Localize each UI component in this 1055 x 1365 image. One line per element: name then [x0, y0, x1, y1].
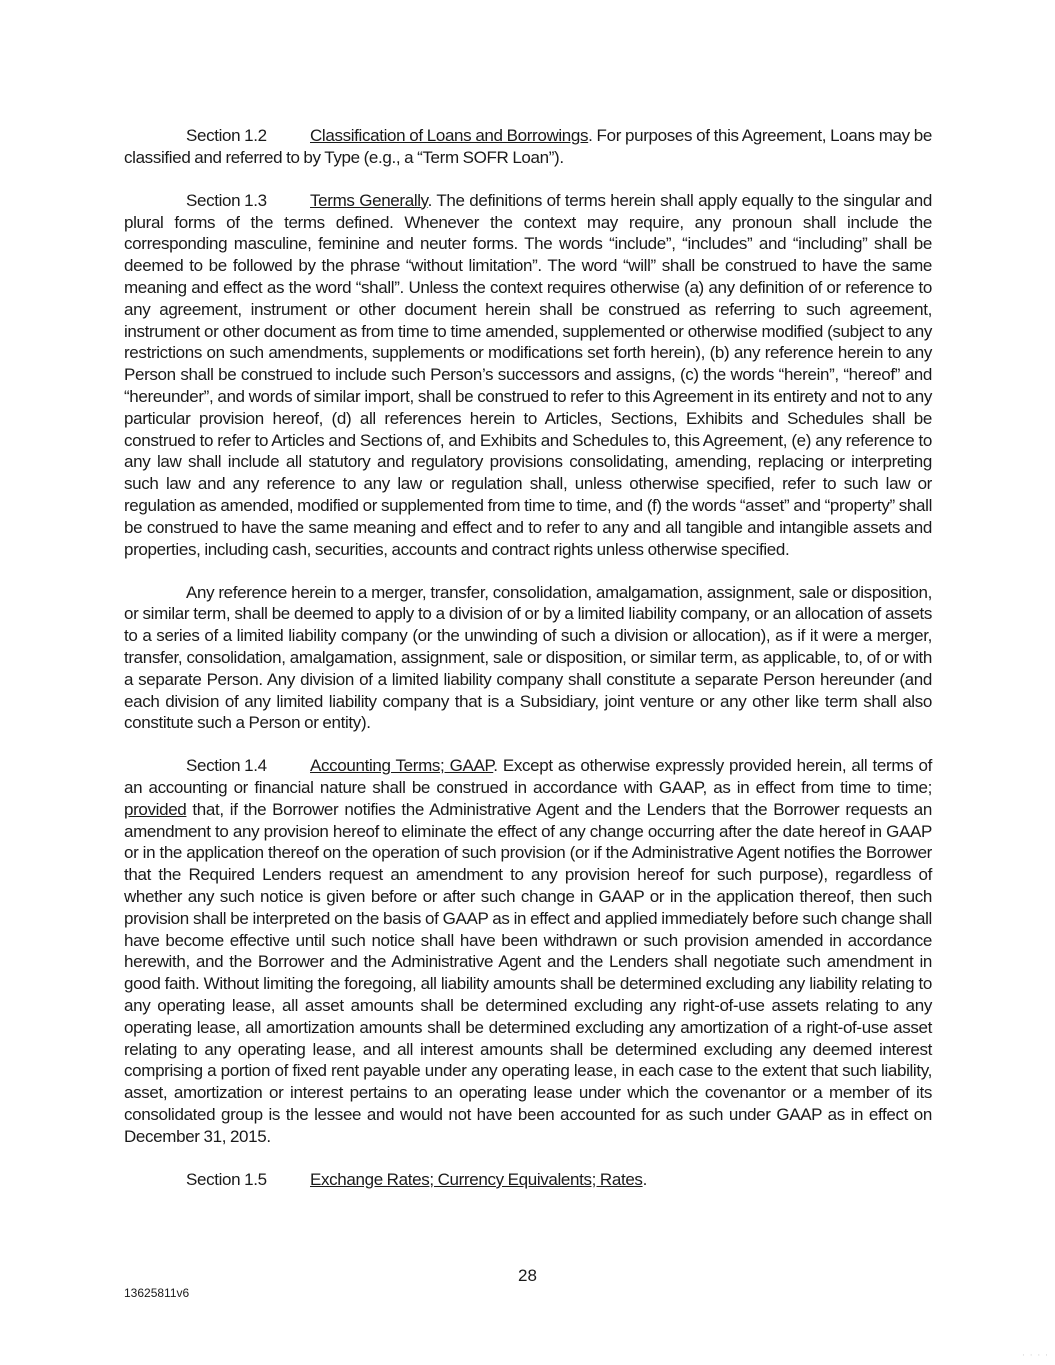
- section-1-2-paragraph: [124, 125, 932, 169]
- division-paragraph: Any reference herein to a merger, transfer, consolidation, amalgamation, assignment, sale or disposition, or similar term, shall be deemed to apply to a division of or by a limited liability company, or an allocation of assets to a series of a limited liability company (or the unwinding of such a division or allocation), as if it were a merger, transfer, consolidation, amalgamation, assignment, sale or disposition, or similar term, as applicable, to, of or with a separate Person. Any division of a limited liability company shall constitute a separate Person hereunder (and each division of any limited liability company that is a Subsidiary, joint venture or any other like term shall also constitute such a Person or entity).: [124, 582, 932, 733]
- section-heading: Classification of Loans and Borrowings: [310, 126, 589, 145]
- section-body-part-1: . Except as otherwise expressly provided herein, all terms of an accounting or financial nature shall be construed in accordance with GAAP, as in effect from time to time;: [124, 756, 932, 798]
- section-number: Section 1.2: [186, 126, 267, 145]
- section-heading-period: .: [642, 1169, 647, 1189]
- section-body: . The definitions of terms herein shall apply equally to the singular and plural forms of the terms defined. Whenever the context may require, any pronoun shall include the corresponding masculine, feminine and neuter forms. The words “include”, “includes” and “including” shall be deemed to be followed by the phrase “without limitation”. The word “will” shall be construed to have the same meaning and effect as the word “shall”. Unless the context requires otherwise (a) any definition of or reference to any agreement, instrument or other document herein shall be construed as referring to such agreement, instrument or other document as from time to time amended, supplemented or otherwise modified (subject to any restrictions on such amendments, supplements or modifications set forth herein), (b) any reference herein to any Person shall be construed to include such Person’s successors and assigns, (c) the words “herein”, “hereof” and “hereunder”, and words of similar import, shall be construed to refer to this Agreement in its entirety and not to any particular provision hereof, (d) all references herein to Articles, Sections, Exhibits and Schedules shall be construed to refer to Articles and Sections of, and Exhibits and Schedules to, this Agreement, (e) any reference to any law shall include all statutory and regulatory provisions consolidating, amending, replacing or interpreting such law and any reference to any law or regulation shall, unless otherwise specified, refer to such law or regulation as amended, modified or supplemented from time to time, and (f) the words “asset” and “property” shall be construed to have the same meaning and effect and to refer to any and all tangible and intangible assets and properties, including cash, securities, accounts and contract rights unless otherwise specified.: [124, 190, 932, 559]
- corner-watermark: · · · ·: [1021, 1351, 1049, 1361]
- section-number: Section 1.4: [186, 756, 267, 776]
- section-1-3-paragraph: [124, 190, 932, 561]
- provided-term: provided: [124, 799, 187, 819]
- section-body-part-2: that, if the Borrower notifies the Administrative Agent and the Lenders that the Borrower requests an amendment to any provision hereof to eliminate the effect of any change occurring after the date hereof in GAAP or in the application thereof on the operation of such provision (or if the Administrative Agent notifies the Borrower that the Required Lenders request an amendment to any provision hereof for such purpose), regardless of whether any such notice is given before or after such change in GAAP or in the application thereof, then such provision shall be interpreted on the basis of GAAP as in effect and applied immediately before such change shall have become effective until such notice shall have been withdrawn or such provision amended in accordance herewith, and the Borrower and the Administrative Agent and the Lenders shall negotiate such amendment in good faith. Without limiting the foregoing, all liability amounts shall be determined excluding any liability relating to any operating lease, all asset amounts shall be determined excluding any right-of-use assets relating to any operating lease, all amortization amounts shall be determined excluding any amortization of a right-of-use asset relating to any operating lease, and all interest amounts shall be determined excluding any deemed interest comprising a portion of fixed rent payable under any operating lease, in each case to the extent that such liability, asset, amortization or interest pertains to an operating lease under which the covenantor or a member of its consolidated group is the lessee and would not have been accounted for as such under GAAP as in effect on December 31, 2015.: [124, 799, 932, 1146]
- document-id: 13625811v6: [124, 1286, 190, 1300]
- document-page: [124, 125, 932, 1191]
- section-1-4-paragraph: [124, 755, 932, 1147]
- section-number: Section 1.3: [186, 190, 267, 210]
- section-heading: Accounting Terms; GAAP: [310, 756, 494, 776]
- section-number: Section 1.5: [186, 1169, 267, 1189]
- section-heading: Terms Generally: [310, 190, 428, 210]
- section-heading: Exchange Rates; Currency Equivalents; Rates: [310, 1169, 643, 1189]
- section-body: . For purposes of this Agreement, Loans may be classified and referred to by Type (e.g., a “Term SOFR Loan”).: [124, 126, 932, 167]
- section-1-5-heading: [124, 1169, 932, 1191]
- page-number: 28: [518, 1266, 537, 1285]
